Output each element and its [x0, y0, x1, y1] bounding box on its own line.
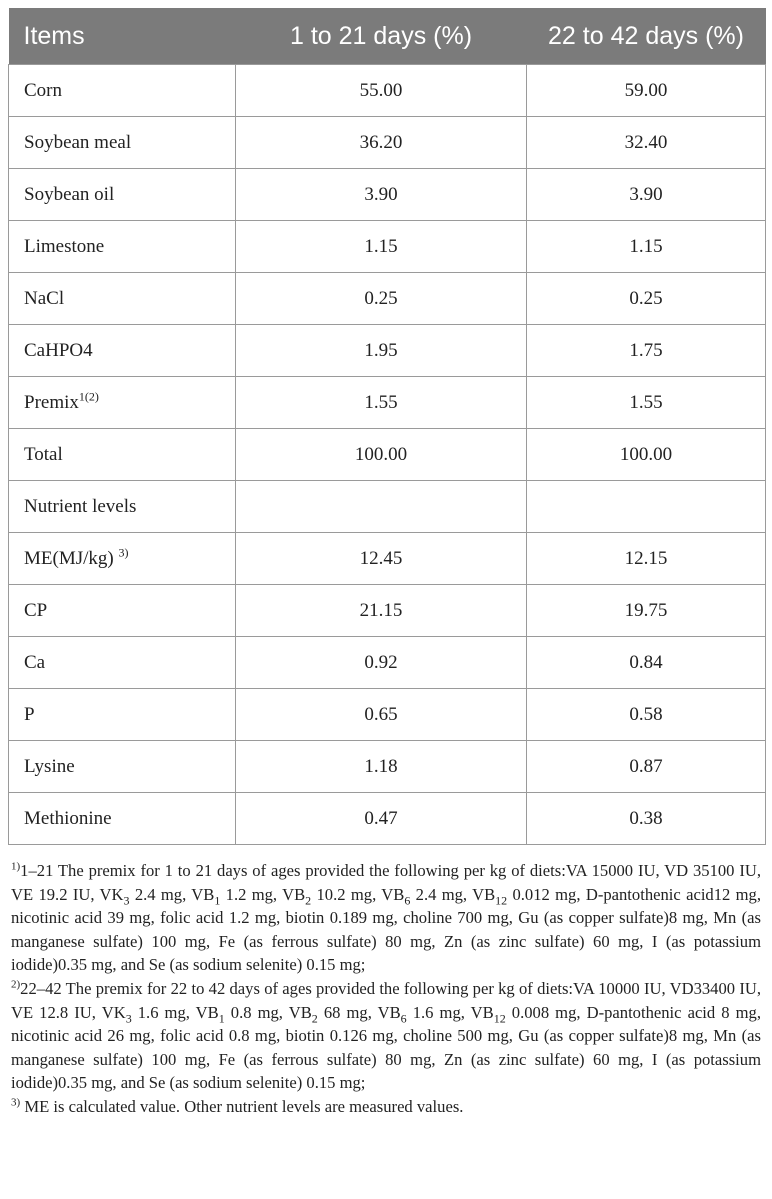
item-cell — [9, 325, 236, 377]
value-1-to-21-days: 21.15 — [236, 585, 527, 637]
item-label: P — [24, 703, 35, 725]
value-1-to-21-days: 0.65 — [236, 689, 527, 741]
value-22-to-42-days: 3.90 — [527, 169, 766, 221]
table-header-row — [9, 8, 766, 65]
table-row — [9, 117, 766, 169]
item-cell — [9, 221, 236, 273]
value-22-to-42-days: 19.75 — [527, 585, 766, 637]
footnotes — [8, 859, 765, 1119]
value-22-to-42-days: 0.58 — [527, 689, 766, 741]
item-cell — [9, 377, 236, 429]
value-1-to-21-days: 3.90 — [236, 169, 527, 221]
value-1-to-21-days: 0.25 — [236, 273, 527, 325]
item-label: Total — [24, 443, 63, 465]
item-cell — [9, 585, 236, 637]
table-row — [9, 533, 766, 585]
table-body — [9, 65, 766, 845]
footnote-2-mark: 2) — [11, 978, 21, 991]
item-cell — [9, 117, 236, 169]
value-22-to-42-days — [527, 481, 766, 533]
value-1-to-21-days: 0.92 — [236, 637, 527, 689]
value-1-to-21-days: 36.20 — [236, 117, 527, 169]
item-label: Soybean oil — [24, 183, 115, 205]
table-row — [9, 793, 766, 845]
table-row — [9, 65, 766, 117]
footnote-3: $^{3)}$ ME is calculated value. Other nutrient levels are measured values. — [11, 1096, 464, 1116]
item-cell — [9, 741, 236, 793]
value-22-to-42-days: 32.40 — [527, 117, 766, 169]
value-1-to-21-days: 55.00 — [236, 65, 527, 117]
item-label: Soybean meal — [24, 131, 132, 153]
table-row — [9, 741, 766, 793]
table-row — [9, 637, 766, 689]
value-1-to-21-days: 0.47 — [236, 793, 527, 845]
item-cell — [9, 273, 236, 325]
item-label: NaCl — [24, 287, 65, 309]
item-label: Nutrient levels — [24, 495, 137, 517]
item-footnote-mark: 1(2) — [78, 389, 99, 404]
item-cell — [9, 637, 236, 689]
value-22-to-42-days: 1.15 — [527, 221, 766, 273]
value-22-to-42-days: 0.38 — [527, 793, 766, 845]
table-row — [9, 273, 766, 325]
value-22-to-42-days: 0.87 — [527, 741, 766, 793]
item-label: Methionine — [24, 807, 112, 829]
item-label: ME(MJ/kg) — [24, 547, 119, 569]
value-22-to-42-days: 100.00 — [527, 429, 766, 481]
value-1-to-21-days: 1.55 — [236, 377, 527, 429]
value-22-to-42-days: 12.15 — [527, 533, 766, 585]
item-cell — [9, 429, 236, 481]
footnote-2: $^{2)}$22–42 The premix for 22 to 42 days of ages provided the following per kg of diets:VA 10000 IU, VD33400 IU, VE 12.8 IU, $VK_3$ 1.6 mg, $VB_1$ 0.8 mg, $VB_2$ 68 mg, $VB_6$ 1.6 mg, $VB_{12}$ 0.008 mg, D-pantothenic acid 8 mg, nicotinic acid 26 mg, folic acid 0.8 mg, biotin 0.126 mg, choline 500 mg, Gu (as copper sulfate)8 mg, Mn (as manganese sulfate) 100 mg, Fe (as ferrous sulfate) 80 mg, Zn (as zinc sulfate) 60 mg, I (as potassium iodide)0.35 mg, and Se (as sodium selenite) 0.15 mg; — [11, 978, 761, 1093]
value-1-to-21-days: 100.00 — [236, 429, 527, 481]
item-cell — [9, 65, 236, 117]
table-row — [9, 325, 766, 377]
diet-composition-table — [8, 8, 766, 845]
footnote-1-mark: 1) — [11, 860, 21, 873]
item-label: Limestone — [24, 235, 105, 257]
footnote-1: $^{1)}$1–21 The premix for 1 to 21 days of ages provided the following per kg of diets:VA 15000 IU, VD 35100 IU, VE 19.2 IU, $VK_3$ 2.4 mg, $VB_1$ 1.2 mg, $VB_2$ 10.2 mg, $VB_6$ 2.4 mg, $VB_{12}$ 0.012 mg, D-pantothenic acid12 mg, nicotinic acid 39 mg, folic acid 1.2 mg, biotin 0.189 mg, choline 700 mg, Gu (as copper sulfate)8 mg, Mn (as manganese sulfate) 100 mg, Fe (as ferrous sulfate) 80 mg, Zn (as zinc sulfate) 60 mg, I (as potassium iodide)0.35 mg, and Se (as sodium selenite) 0.15 mg; — [11, 860, 762, 975]
value-1-to-21-days: 12.45 — [236, 533, 527, 585]
table-container — [8, 8, 765, 1119]
value-22-to-42-days: 0.25 — [527, 273, 766, 325]
value-1-to-21-days: 1.95 — [236, 325, 527, 377]
item-label: Lysine — [24, 755, 75, 777]
item-cell — [9, 169, 236, 221]
item-label: Corn — [24, 79, 62, 101]
table-row — [9, 221, 766, 273]
table-row — [9, 481, 766, 533]
item-label: Ca — [24, 651, 46, 673]
item-label: Premix — [24, 391, 79, 413]
value-22-to-42-days: 59.00 — [527, 65, 766, 117]
table-row — [9, 689, 766, 741]
value-1-to-21-days: 1.15 — [236, 221, 527, 273]
table-row — [9, 585, 766, 637]
item-cell — [9, 533, 236, 585]
header-1-to-21-days: 1 to 21 days (%) — [236, 8, 527, 65]
header-22-to-42-days: 22 to 42 days (%) — [527, 8, 766, 65]
value-22-to-42-days: 1.55 — [527, 377, 766, 429]
item-footnote-mark: 3) — [118, 545, 129, 560]
item-cell — [9, 793, 236, 845]
value-22-to-42-days: 1.75 — [527, 325, 766, 377]
item-cell — [9, 481, 236, 533]
item-label: CaHPO4 — [24, 339, 93, 361]
value-22-to-42-days: 0.84 — [527, 637, 766, 689]
footnote-3-mark: 3) — [11, 1096, 21, 1109]
table-row — [9, 377, 766, 429]
value-1-to-21-days — [236, 481, 527, 533]
header-items: Items — [9, 8, 236, 65]
item-label: CP — [24, 599, 48, 621]
table-row — [9, 429, 766, 481]
table-row — [9, 169, 766, 221]
item-cell — [9, 689, 236, 741]
value-1-to-21-days: 1.18 — [236, 741, 527, 793]
